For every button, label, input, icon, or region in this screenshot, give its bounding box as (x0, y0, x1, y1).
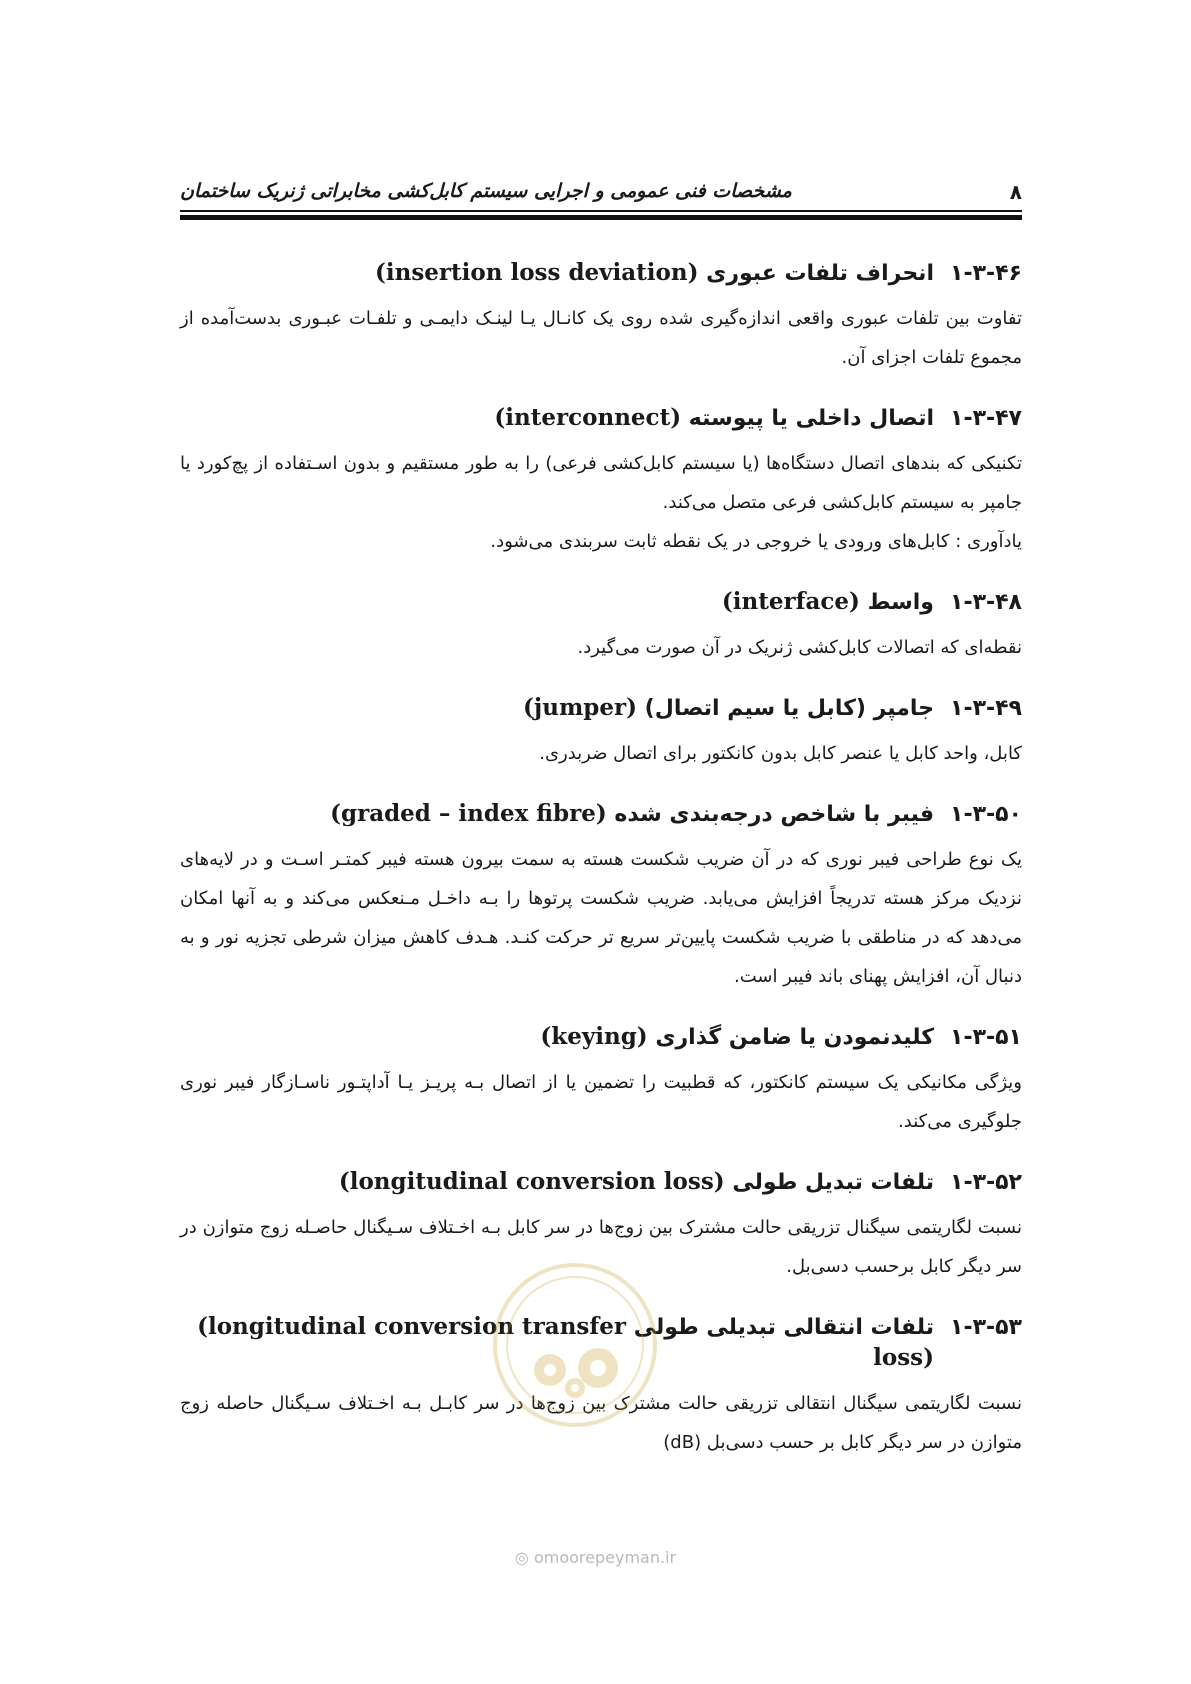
section-body (180, 734, 1022, 773)
section-title-en: (interconnect) (494, 404, 682, 431)
running-title: مشخصات فنی عمومی و اجرایی سیستم کابل‌کشی مخابراتی ژنریک ساختمان (180, 180, 792, 202)
section-heading (180, 258, 1022, 289)
section-title (180, 693, 940, 724)
definition-section (180, 799, 1022, 996)
section-paragraph: تکنیکی که بندهای اتصال دستگاه‌ها (یا سیستم کابل‌کشی فرعی) را به طور مستقیم و بدون اسـتفاده از پچ‌کورد یا جامپر به سیستم کابل‌کشی فرعی متصل می‌کند. (180, 453, 1022, 513)
definition-section (180, 1312, 1022, 1462)
section-title (180, 799, 940, 830)
section-number: ۱-۳-۵۰ (950, 802, 1022, 827)
section-paragraph: یک نوع طراحی فیبر نوری که در آن ضریب شکست هسته به سمت بیرون هسته فیبر کمتـر اسـت و در لایه‌های نزدیک مرکز هسته تدریجاً افزایش می‌یابد. ضریب شکست پرتوها را بـه داخـل مـنعکس می‌کند و به آنها امکان می‌دهد که در مناطقی با ضریب شکست پایین‌تر سریع تر حرکت کنـد. هـدف کاهش میزان شرطی تجزیه نور و به دنبال آن، افزایش پهنای باند فیبر است. (180, 849, 1022, 987)
section-number: ۱-۳-۵۱ (950, 1025, 1022, 1050)
section-title-en: (longitudinal conversion transfer loss) (197, 1313, 934, 1371)
section-number: ۱-۳-۴۷ (950, 406, 1022, 431)
section-paragraph: نسبت لگاریتمی سیگنال تزریقی حالت مشترک بین زوج‌ها در سر کابل بـه اخـتلاف سـیگنال حاصـله زوج متوازن در سر دیگر کابل برحسب دسی‌بل. (180, 1217, 1022, 1277)
running-header (180, 180, 1022, 210)
section-title-en: (keying) (540, 1023, 648, 1050)
section-title-fa: انحراف تلفات عبوری (706, 261, 934, 286)
section-heading (180, 587, 1022, 618)
section-paragraph: نسبت لگاریتمی سیگنال انتقالی تزریقی حالت مشترک بین زوج‌ها در سر کابـل بـه اخـتلاف سـیگنال حاصله زوج متوازن در سر دیگر کابل بر حسب دسی‌بل (dB) (180, 1393, 1022, 1453)
section-title (180, 258, 940, 289)
section-title-fa: واسط (867, 590, 934, 615)
section-title-fa: اتصال داخلی یا پیوسته (688, 406, 934, 431)
section-title (180, 403, 940, 434)
section-number: ۱-۳-۵۳ (950, 1315, 1022, 1340)
section-paragraph: کابل، واحد کابل یا عنصر کابل بدون کانکتور برای اتصال ضربدری. (539, 743, 1022, 764)
section-body (180, 1384, 1022, 1462)
section-title (180, 587, 940, 618)
watermark-site: ◎ omoorepeyman.ir (514, 1548, 677, 1567)
at-icon: ◎ (514, 1548, 529, 1567)
section-heading (180, 1022, 1022, 1053)
section-number: ۱-۳-۴۹ (950, 696, 1022, 721)
header-rule-thick (180, 215, 1022, 220)
section-title-fa: تلفات انتقالی تبدیلی طولی (633, 1315, 934, 1340)
section-number: ۱-۳-۵۲ (950, 1170, 1022, 1195)
section-heading (180, 799, 1022, 830)
definition-section (180, 1167, 1022, 1286)
section-heading (180, 1167, 1022, 1198)
section-body (180, 840, 1022, 996)
page-number: ۸ (1009, 180, 1022, 204)
section-title-fa: فیبر با شاخص درجه‌بندی شده (614, 802, 934, 827)
section-body (180, 1208, 1022, 1286)
definitions-list (180, 258, 1022, 1488)
section-title (180, 1167, 940, 1198)
section-body (180, 1063, 1022, 1141)
definition-section (180, 1022, 1022, 1141)
section-title-fa: کلیدنمودن یا ضامن گذاری (655, 1025, 934, 1050)
section-title-fa: تلفات تبدیل طولی (732, 1170, 934, 1195)
section-paragraph: تفاوت بین تلفات عبوری واقعی اندازه‌گیری شده روی یک کانـال یـا لینـک دایمـی و تلفـات عبـوری بدست‌آمده از مجموع تلفات اجزای آن. (180, 308, 1022, 368)
section-body (180, 444, 1022, 561)
section-title-en: (graded – index fibre) (330, 800, 607, 827)
section-heading (180, 693, 1022, 724)
section-paragraph: یادآوری : کابل‌های ورودی یا خروجی در یک نقطه ثابت سربندی می‌شود. (490, 531, 1022, 552)
section-title-en: (jumper) (523, 694, 637, 721)
section-number: ۱-۳-۴۶ (950, 261, 1022, 286)
definition-section (180, 693, 1022, 773)
section-title-fa: جامپر (کابل یا سیم اتصال) (644, 696, 934, 721)
section-paragraph: نقطه‌ای که اتصالات کابل‌کشی ژنریک در آن صورت می‌گیرد. (577, 637, 1022, 658)
section-body (180, 628, 1022, 667)
section-heading (180, 403, 1022, 434)
section-heading (180, 1312, 1022, 1374)
definition-section (180, 587, 1022, 667)
section-paragraph: ویژگی مکانیکی یک سیستم کانکتور، که قطبیت را تضمین یا از اتصال بـه پریـز یـا آداپتـور ناسـازگار فیبر نوری جلوگیری می‌کند. (180, 1072, 1022, 1132)
section-title-en: (longitudinal conversion loss) (338, 1168, 725, 1195)
section-title (180, 1312, 940, 1374)
section-title (180, 1022, 940, 1053)
section-title-en: (insertion loss deviation) (375, 259, 699, 286)
definition-section (180, 258, 1022, 377)
section-title-en: (interface) (721, 588, 860, 615)
definition-section (180, 403, 1022, 561)
section-body (180, 299, 1022, 377)
section-number: ۱-۳-۴۸ (950, 590, 1022, 615)
header-rule-thin (180, 210, 1022, 212)
